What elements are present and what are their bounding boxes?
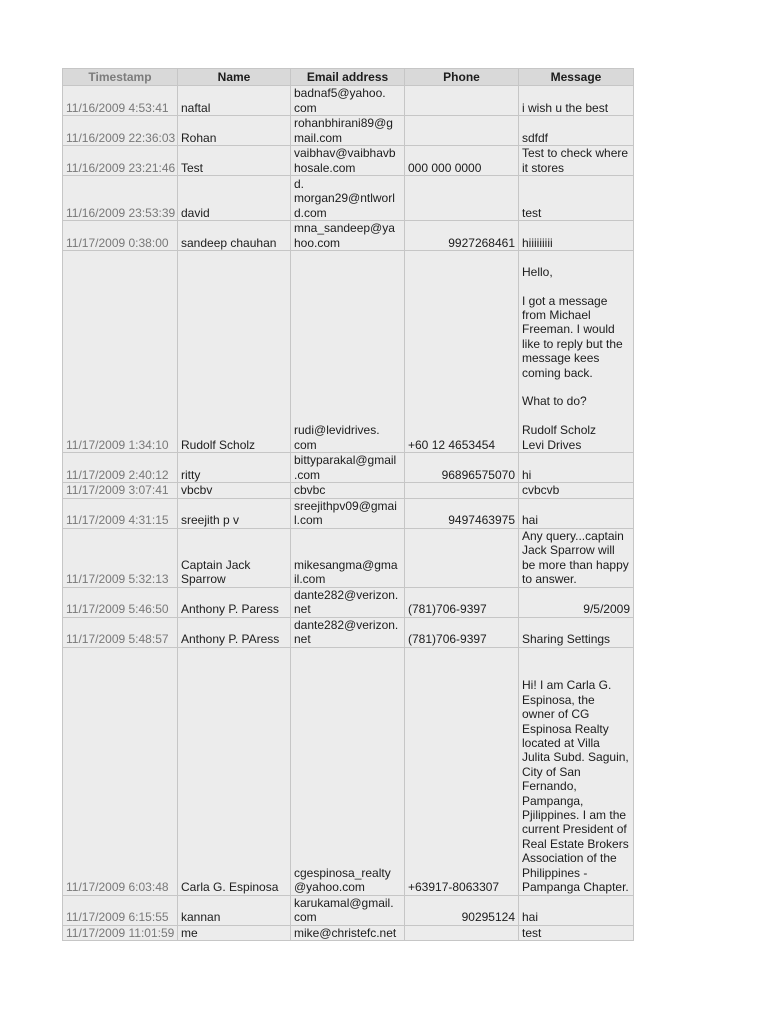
table-row bbox=[63, 498, 634, 528]
timestamp-cell: 11/17/2009 5:46:50 bbox=[63, 587, 178, 617]
name-cell: naftal bbox=[178, 86, 291, 116]
phone-cell bbox=[405, 528, 519, 587]
timestamp-cell: 11/16/2009 4:53:41 bbox=[63, 86, 178, 116]
table-row bbox=[63, 895, 634, 925]
header-row bbox=[63, 69, 634, 86]
timestamp-cell: 11/16/2009 23:53:39 bbox=[63, 176, 178, 221]
phone-cell bbox=[405, 116, 519, 146]
timestamp-cell: 11/17/2009 2:40:12 bbox=[63, 453, 178, 483]
phone-cell: 90295124 bbox=[405, 895, 519, 925]
phone-cell: 9927268461 bbox=[405, 221, 519, 251]
message-cell: hiiiiiiiii bbox=[519, 221, 634, 251]
name-cell: kannan bbox=[178, 895, 291, 925]
table-row bbox=[63, 925, 634, 941]
table-row bbox=[63, 483, 634, 499]
table-row bbox=[63, 221, 634, 251]
name-cell: Rudolf Scholz bbox=[178, 251, 291, 453]
phone-cell: (781)706-9397 bbox=[405, 587, 519, 617]
message-cell: Hello, I got a message from Michael Freeman. I would like to reply but the message kees coming back. What to do? Rudolf Scholz Levi Drives bbox=[519, 251, 634, 453]
timestamp-cell: 11/17/2009 0:38:00 bbox=[63, 221, 178, 251]
timestamp-cell: 11/17/2009 3:07:41 bbox=[63, 483, 178, 499]
message-cell: i wish u the best bbox=[519, 86, 634, 116]
email-cell: d. morgan29@ntlworl d.com bbox=[291, 176, 405, 221]
timestamp-cell: 11/17/2009 6:03:48 bbox=[63, 647, 178, 895]
phone-cell bbox=[405, 86, 519, 116]
email-cell: sreejithpv09@gmai l.com bbox=[291, 498, 405, 528]
message-cell: hi bbox=[519, 453, 634, 483]
phone-cell: +60 12 4653454 bbox=[405, 251, 519, 453]
name-cell: Anthony P. Paress bbox=[178, 587, 291, 617]
header-name: Name bbox=[178, 69, 291, 86]
message-cell: Test to check where it stores bbox=[519, 146, 634, 176]
table-row bbox=[63, 587, 634, 617]
phone-cell: (781)706-9397 bbox=[405, 617, 519, 647]
timestamp-cell: 11/17/2009 6:15:55 bbox=[63, 895, 178, 925]
message-cell: Any query...captain Jack Sparrow will be more than happy to answer. bbox=[519, 528, 634, 587]
email-cell: dante282@verizon. net bbox=[291, 587, 405, 617]
email-cell: bittyparakal@gmail .com bbox=[291, 453, 405, 483]
phone-cell bbox=[405, 925, 519, 941]
message-cell: test bbox=[519, 176, 634, 221]
message-cell: hai bbox=[519, 498, 634, 528]
email-cell: rudi@levidrives. com bbox=[291, 251, 405, 453]
timestamp-cell: 11/16/2009 23:21:46 bbox=[63, 146, 178, 176]
email-cell: karukamal@gmail. com bbox=[291, 895, 405, 925]
table-row bbox=[63, 453, 634, 483]
phone-cell bbox=[405, 483, 519, 499]
message-cell: Hi! I am Carla G. Espinosa, the owner of CG Espinosa Realty located at Villa Julita Subd. Saguin, City of San Fernando, Pampanga, Pjilippines. I am the current President of Real Estate Brokers Association of the Philippines - Pampanga Chapter. bbox=[519, 647, 634, 895]
name-cell: Anthony P. PAress bbox=[178, 617, 291, 647]
email-cell: badnaf5@yahoo. com bbox=[291, 86, 405, 116]
message-cell: hai bbox=[519, 895, 634, 925]
name-cell: david bbox=[178, 176, 291, 221]
email-cell: cbvbc bbox=[291, 483, 405, 499]
table-row bbox=[63, 647, 634, 895]
responses-table bbox=[62, 68, 634, 941]
phone-cell: 000 000 0000 bbox=[405, 146, 519, 176]
timestamp-cell: 11/17/2009 5:48:57 bbox=[63, 617, 178, 647]
timestamp-cell: 11/17/2009 11:01:59 bbox=[63, 925, 178, 941]
phone-cell bbox=[405, 176, 519, 221]
header-email: Email address bbox=[291, 69, 405, 86]
timestamp-cell: 11/16/2009 22:36:03 bbox=[63, 116, 178, 146]
name-cell: Rohan bbox=[178, 116, 291, 146]
email-cell: cgespinosa_realty @yahoo.com bbox=[291, 647, 405, 895]
name-cell: ritty bbox=[178, 453, 291, 483]
message-cell: sdfdf bbox=[519, 116, 634, 146]
table-row bbox=[63, 617, 634, 647]
timestamp-cell: 11/17/2009 1:34:10 bbox=[63, 251, 178, 453]
message-cell: cvbcvb bbox=[519, 483, 634, 499]
name-cell: sreejith p v bbox=[178, 498, 291, 528]
name-cell: Test bbox=[178, 146, 291, 176]
header-phone: Phone bbox=[405, 69, 519, 86]
name-cell: Carla G. Espinosa bbox=[178, 647, 291, 895]
name-cell: me bbox=[178, 925, 291, 941]
table-row bbox=[63, 146, 634, 176]
message-cell: Sharing Settings bbox=[519, 617, 634, 647]
email-cell: mike@christefc.net bbox=[291, 925, 405, 941]
email-cell: dante282@verizon. net bbox=[291, 617, 405, 647]
table-row bbox=[63, 528, 634, 587]
timestamp-cell: 11/17/2009 5:32:13 bbox=[63, 528, 178, 587]
table-row bbox=[63, 251, 634, 453]
phone-cell: 96896575070 bbox=[405, 453, 519, 483]
email-cell: mikesangma@gma il.com bbox=[291, 528, 405, 587]
timestamp-cell: 11/17/2009 4:31:15 bbox=[63, 498, 178, 528]
table-row bbox=[63, 176, 634, 221]
header-timestamp: Timestamp bbox=[63, 69, 178, 86]
message-cell: 9/5/2009 bbox=[519, 587, 634, 617]
name-cell: sandeep chauhan bbox=[178, 221, 291, 251]
name-cell: vbcbv bbox=[178, 483, 291, 499]
email-cell: rohanbhirani89@g mail.com bbox=[291, 116, 405, 146]
table-row bbox=[63, 86, 634, 116]
email-cell: mna_sandeep@ya hoo.com bbox=[291, 221, 405, 251]
email-cell: vaibhav@vaibhavb hosale.com bbox=[291, 146, 405, 176]
name-cell: Captain Jack Sparrow bbox=[178, 528, 291, 587]
table-row bbox=[63, 116, 634, 146]
message-cell: test bbox=[519, 925, 634, 941]
header-message: Message bbox=[519, 69, 634, 86]
phone-cell: 9497463975 bbox=[405, 498, 519, 528]
phone-cell: +63917-8063307 bbox=[405, 647, 519, 895]
